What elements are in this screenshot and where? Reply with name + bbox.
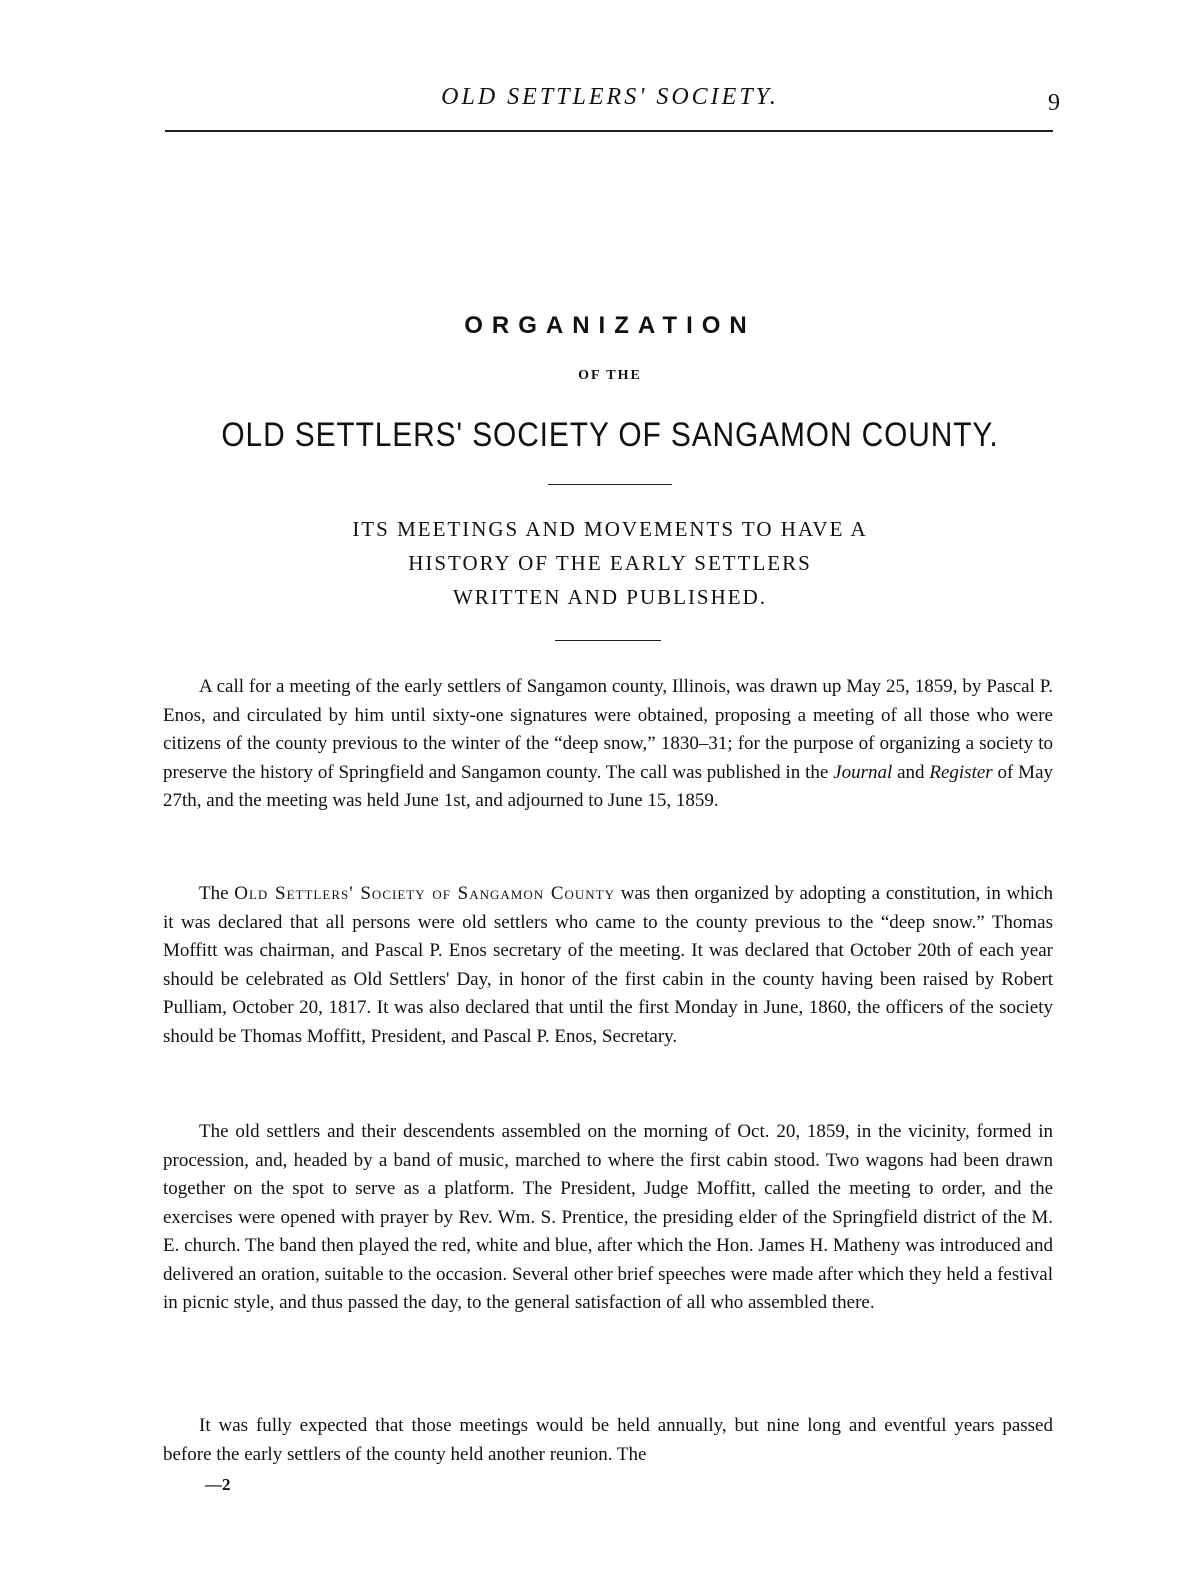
paragraph-text: A call for a meeting of the early settlers of Sangamon county, Illinois, was drawn up May 25, 1859, by Pascal P. Enos, and circulated by him until sixty-one signatures were obtained, proposing a meeting of all those who were citizens of the county previous to the winter of the “deep snow,” 1830–31; for the purpose of organizing a society to preserve the history of Springfield and Sangamon county. The call was published in the bbox=[163, 676, 1053, 783]
paragraph-text: of May 27th, and the meeting was held June 1st, and adjourned to June 15, 1859. bbox=[163, 761, 1053, 811]
register-title: Register bbox=[929, 761, 993, 783]
title-rule bbox=[548, 484, 672, 485]
title-society-name: OLD SETTLERS' SOCIETY OF SANGAMON COUNTY. bbox=[221, 416, 999, 454]
subtitle-line: WRITTEN AND PUBLISHED. bbox=[452, 585, 768, 609]
paragraph-text: The bbox=[199, 883, 235, 904]
paragraph-text: and bbox=[892, 761, 930, 783]
journal-title: Journal bbox=[833, 761, 893, 783]
running-title: OLD SETTLERS' SOCIETY. bbox=[441, 84, 779, 110]
subtitle bbox=[160, 512, 1060, 614]
running-head bbox=[160, 84, 1060, 124]
society-name-smallcaps: Old Settlers' Society of Sangamon County bbox=[234, 883, 616, 904]
paragraph-4: It was fully expected that those meetings would be held annually, but nine long and eventful years passed before the early settlers of the county held another reunion. The bbox=[163, 1415, 1053, 1465]
paragraph-text: was then organized by adopting a constitution, in which it was declared that all persons were old settlers who came to the county previous to the “deep snow.” Thomas Moffitt was chairman, and Pascal P. Enos secretary of the meeting. It was declared that October 20th of each year should be celebrated as Old Settlers' Day, in honor of the first cabin in the county having been raised by Robert Pulliam, October 20, 1817. It was also declared that until the first Monday in June, 1860, the officers of the society should be Thomas Moffitt, President, and Pascal P. Enos, Secretary. bbox=[163, 883, 1053, 1047]
subtitle-line: ITS MEETINGS AND MOVEMENTS TO HAVE A bbox=[352, 517, 868, 541]
paragraph-1 bbox=[163, 673, 1053, 816]
subtitle-rule bbox=[555, 640, 661, 641]
subtitle-line: HISTORY OF THE EARLY SETTLERS bbox=[408, 551, 812, 575]
signature-mark: —2 bbox=[205, 1475, 231, 1494]
paragraph-3: The old settlers and their descendents assembled on the morning of Oct. 20, 1859, in the vicinity, formed in procession, and, headed by a band of music, marched to where the first cabin stood. Two wagons had been drawn together on the spot to serve as a platform. The President, Judge Moffitt, called the meeting to order, and the exercises were opened with prayer by Rev. Wm. S. Prentice, the presiding elder of the Springfield district of the M. E. church. The band then played the red, white and blue, after which the Hon. James H. Matheny was introduced and delivered an oration, suitable to the occasion. Several other brief speeches were made after which they held a festival in picnic style, and thus passed the day, to the general satisfaction of all who assembled there. bbox=[163, 1121, 1053, 1313]
header-rule bbox=[165, 130, 1053, 132]
title-organization: ORGANIZATION bbox=[464, 312, 756, 339]
paragraph-2 bbox=[163, 880, 1053, 1051]
page-number: 9 bbox=[1048, 90, 1060, 116]
title-of-the: OF THE bbox=[578, 368, 642, 383]
